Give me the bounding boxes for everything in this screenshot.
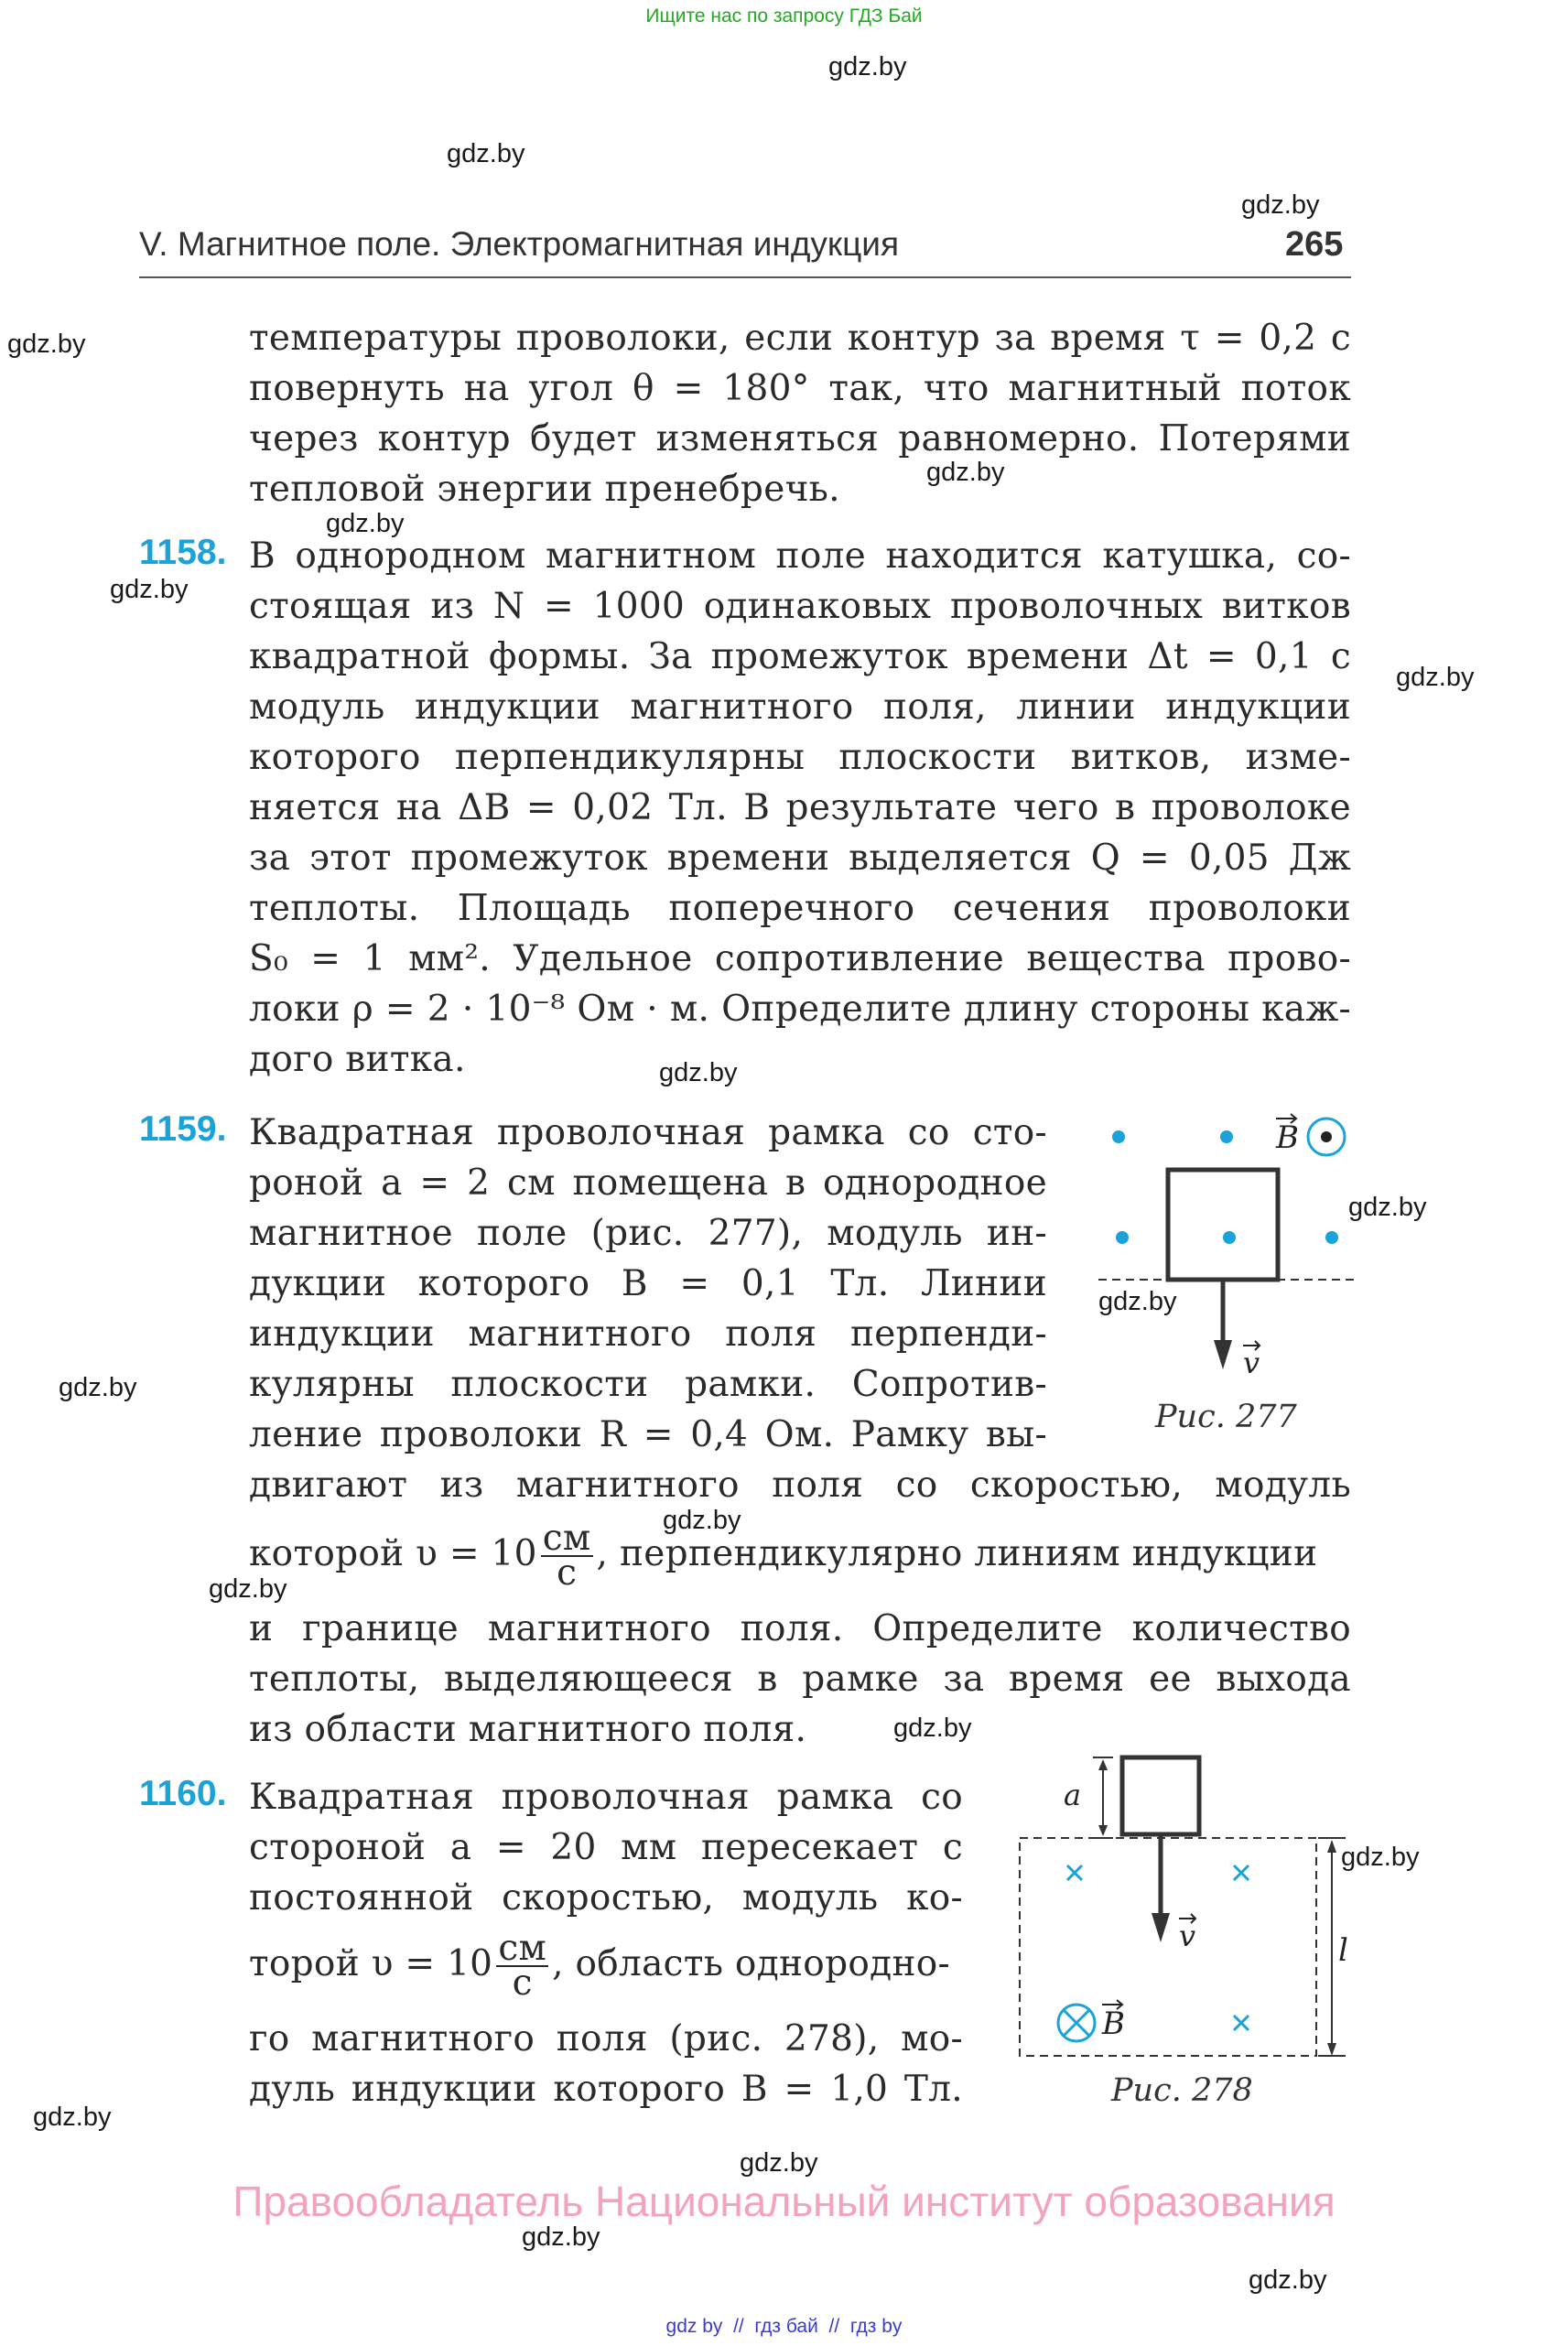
speed-suffix: , область однородно- (552, 1943, 950, 1984)
speed-formula-line (249, 1928, 963, 2004)
text-line: постоянной скоростью, модуль ко- (249, 1877, 963, 1919)
velocity-arrowhead (1214, 1340, 1232, 1369)
watermark: gdz.by (740, 2148, 818, 2178)
watermark: gdz.by (447, 139, 525, 168)
text-line: повернуть на угол θ = 180° так, что магнитный поток (249, 368, 1351, 409)
speed-prefix: торой υ = 10 (249, 1943, 493, 1984)
rights-holder: Правообладатель Национальный институт образования (232, 2178, 1336, 2225)
field-region (1020, 1838, 1316, 2056)
text-line: В однородном магнитном поле находится катушка, со- (249, 535, 1351, 577)
text-line: дукции которого B = 0,1 Тл. Линии (249, 1263, 1047, 1304)
watermark: gdz.by (1341, 1843, 1420, 1872)
text-line: стоящая из N = 1000 одинаковых проволочных витков (249, 586, 1351, 627)
square-frame (1168, 1170, 1278, 1280)
length-label: l (1338, 1932, 1348, 1969)
watermark: gdz.by (59, 1373, 137, 1402)
text-line: го магнитного поля (рис. 278), мо- (249, 2018, 963, 2060)
text-line: дуль индукции которого B = 1,0 Тл. (249, 2069, 963, 2110)
text-line: индукции магнитного поля перпенди- (249, 1314, 1047, 1355)
figure-277 (1080, 1098, 1373, 1391)
problem-1159-text-narrow (249, 1108, 1047, 1460)
field-dot (1220, 1130, 1233, 1143)
velocity-label: v (1243, 1346, 1260, 1380)
text-line: через контур будет изменяться равномерно. Потерями (249, 418, 1351, 459)
speed-suffix: , перпендикулярно линиям индукции (596, 1533, 1318, 1574)
text-line: дого витка. (249, 1039, 466, 1080)
fraction-denominator: с (557, 1552, 578, 1594)
text-line: теплоты, выделяющееся в рамке за время ее выхода (249, 1659, 1351, 1700)
text-line: за этот промежуток времени выделяется Q = 0,05 Дж (249, 838, 1351, 879)
watermark: gdz.by (33, 2103, 112, 2132)
watermark: gdz.by (1249, 2265, 1327, 2295)
square-frame (1122, 1757, 1199, 1834)
velocity-label: v (1179, 1919, 1196, 1953)
speed-prefix: которой υ = 10 (249, 1533, 537, 1574)
problem-1160-tail (249, 2014, 963, 2114)
text-line: тепловой энергии пренебречь. (249, 469, 840, 510)
field-into-page-cross (1234, 2016, 1249, 2030)
speed-unit-fraction (496, 1928, 548, 2004)
problem-number: 1159. (139, 1109, 227, 1149)
dimension-arrowhead (1327, 1840, 1336, 1853)
text-line: модуль индукции магнитного поля, линии индукции (249, 687, 1351, 728)
field-dot (1325, 1231, 1338, 1244)
text-line: и границе магнитного поля. Определите количество (249, 1608, 1351, 1649)
figure-caption: Рис. 278 (1111, 2072, 1253, 2109)
running-head: V. Магнитное поле. Электромагнитная индукция (139, 225, 899, 263)
watermark: gdz.by (663, 1506, 741, 1535)
dimension-arrowhead (1098, 1825, 1108, 1836)
problem-1160-text (249, 1772, 963, 1923)
figure-caption: Рис. 277 (1155, 1399, 1297, 1435)
text-line: Квадратная проволочная рамка со сто- (249, 1112, 1047, 1153)
watermark: gdz.by (522, 2222, 600, 2252)
speed-formula-line (249, 1518, 1351, 1594)
watermark: gdz.by (1396, 663, 1475, 692)
problem-1159-text-wide (249, 1460, 1351, 1510)
fraction-denominator: с (512, 1962, 533, 2004)
fraction-numerator: см (498, 1928, 547, 1969)
problem-1158-text (249, 531, 1351, 1085)
fraction-numerator: см (542, 1518, 591, 1559)
watermark: gdz.by (893, 1714, 972, 1743)
text-line: двигают из магнитного поля со скоростью, модуль (249, 1465, 1351, 1506)
watermark: gdz.by (1241, 190, 1320, 220)
text-line: которого перпендикулярны плоскости витков, изме- (249, 737, 1351, 778)
problem-1159-tail (249, 1604, 1351, 1755)
watermark: gdz.by (828, 52, 907, 81)
text-line: температуры проволоки, если контур за время τ = 0,2 с (249, 318, 1351, 359)
bottom-links[interactable]: gdz by // гдз бай // гдз by (665, 2316, 903, 2337)
page-number: 265 (1285, 225, 1344, 264)
text-line: роной a = 2 см помещена в однородное (249, 1162, 1047, 1204)
watermark: gdz.by (926, 458, 1005, 487)
text-line: стороной a = 20 мм пересекает с (249, 1827, 963, 1868)
velocity-arrowhead (1152, 1913, 1170, 1942)
field-into-page-cross (1067, 1865, 1082, 1880)
watermark: gdz.by (209, 1574, 287, 1604)
text-line: теплоты. Площадь поперечного сечения проволоки (249, 888, 1351, 929)
header-rule (139, 276, 1351, 278)
field-dot (1112, 1130, 1125, 1143)
watermark: gdz.by (110, 575, 189, 604)
problem-number: 1158. (139, 533, 227, 572)
top-search-note: Ищите нас по запросу ГДЗ Бай (645, 5, 923, 27)
text-line: няется на ΔB = 0,02 Тл. В результате чего в проволоке (249, 787, 1351, 828)
figure-278 (1007, 1748, 1373, 2060)
text-line: S₀ = 1 мм². Удельное сопротивление вещества прово- (249, 938, 1351, 979)
dimension-arrowhead (1327, 2043, 1336, 2056)
speed-unit-fraction (541, 1518, 593, 1594)
field-label: B (1102, 2005, 1125, 2042)
side-label: a (1064, 1778, 1082, 1812)
field-label: B (1276, 1119, 1299, 1156)
text-line: из области магнитного поля. (249, 1709, 807, 1750)
problem-number: 1160. (139, 1774, 227, 1813)
text-line: квадратной формы. За промежуток времени Δt = 0,1 с (249, 636, 1351, 677)
watermark: gdz.by (326, 509, 405, 538)
watermark: gdz.by (659, 1058, 738, 1087)
watermark: gdz.by (1348, 1193, 1427, 1222)
text-line: Квадратная проволочная рамка со (249, 1777, 963, 1818)
intro-paragraph (249, 313, 1351, 514)
text-line: магнитное поле (рис. 277), модуль ин- (249, 1213, 1047, 1254)
field-dot (1223, 1231, 1236, 1244)
field-dot (1116, 1231, 1129, 1244)
watermark: gdz.by (1098, 1287, 1177, 1316)
field-out-of-page-dot (1321, 1131, 1332, 1142)
field-into-page-cross (1234, 1865, 1249, 1880)
text-line: ление проволоки R = 0,4 Ом. Рамку вы- (249, 1414, 1047, 1455)
dimension-arrowhead (1098, 1759, 1108, 1770)
watermark: gdz.by (7, 330, 86, 359)
text-line: кулярны плоскости рамки. Сопротив- (249, 1364, 1047, 1405)
text-line: локи ρ = 2 · 10⁻⁸ Ом · м. Определите длину стороны каж- (249, 989, 1351, 1030)
